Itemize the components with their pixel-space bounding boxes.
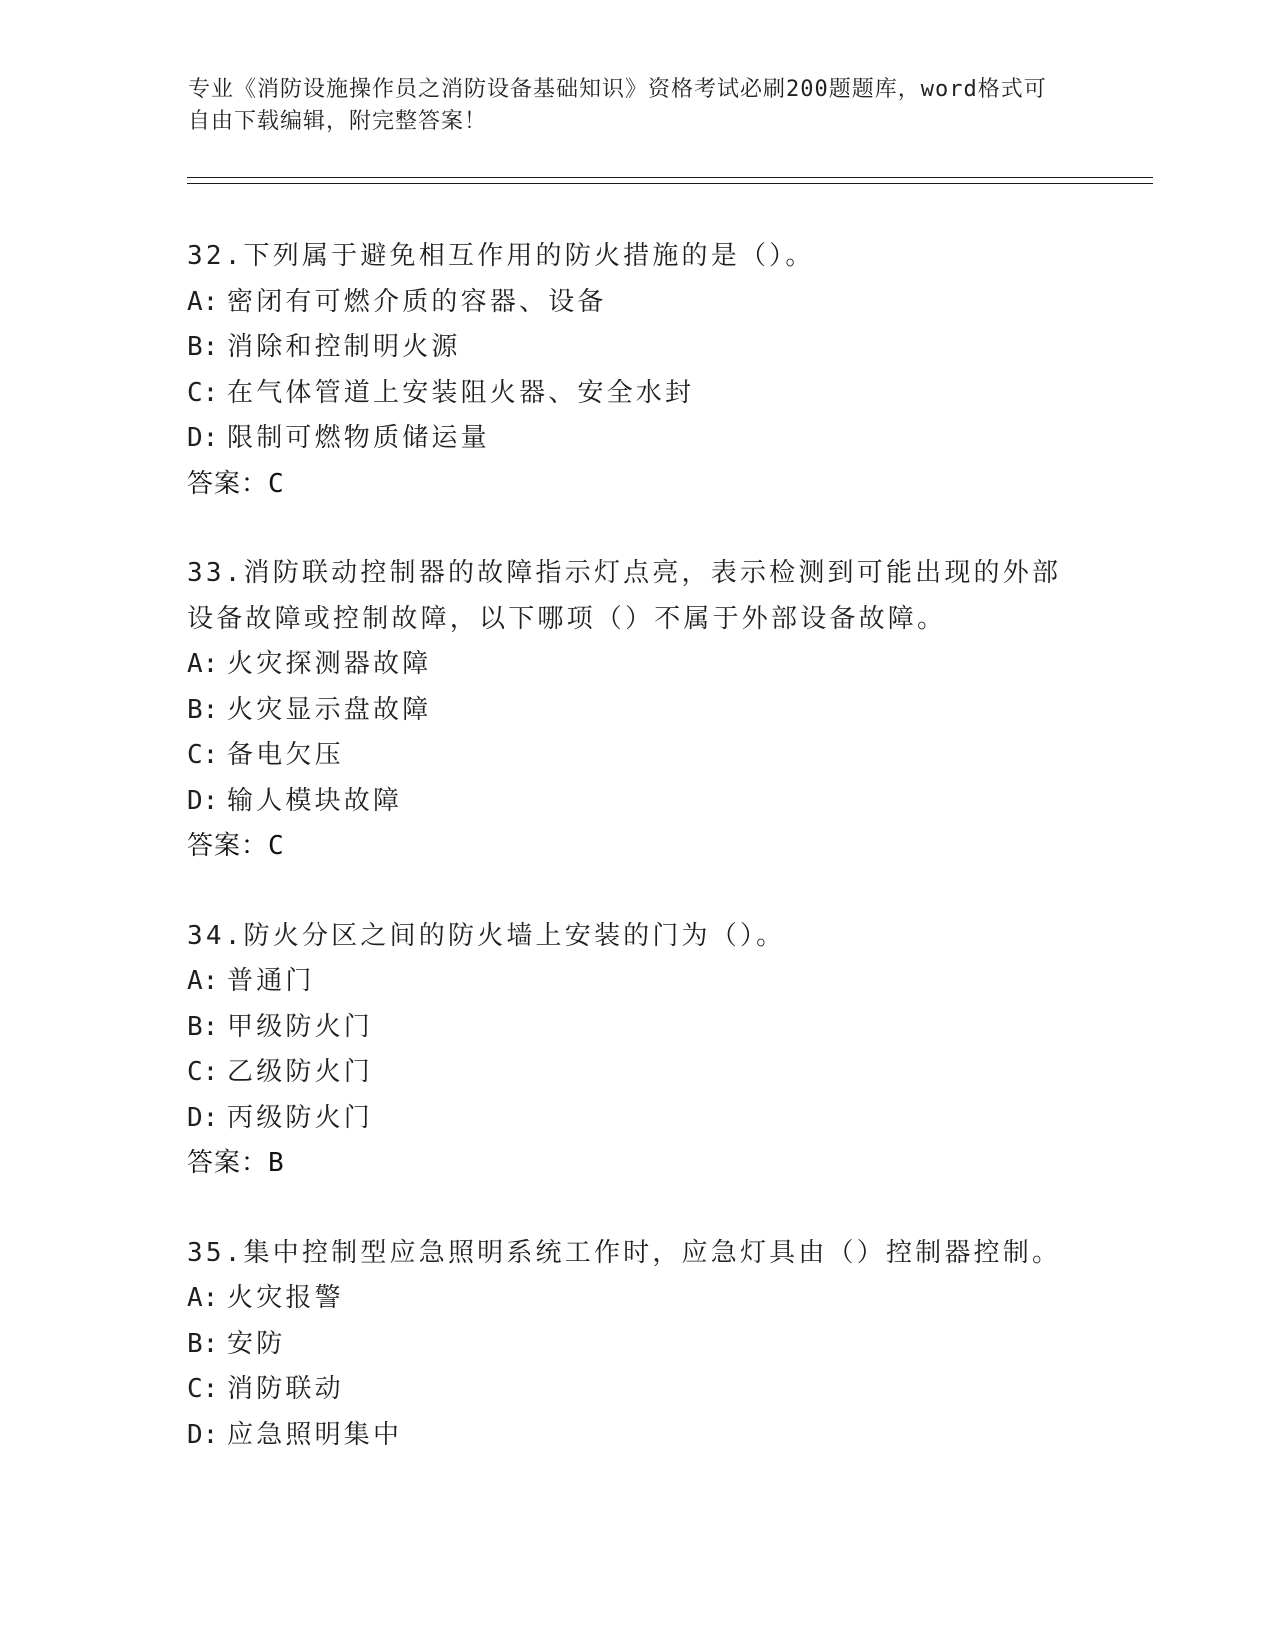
option-text: 密闭有可燃介质的容器、设备 (227, 286, 607, 317)
option-b (187, 1322, 1087, 1368)
option-text: 火灾显示盘故障 (227, 694, 432, 725)
option-text: 输人模块故障 (227, 785, 403, 816)
option-b (187, 688, 1087, 734)
option-letter: A: (187, 966, 219, 996)
answer-line (187, 1141, 1087, 1187)
question-32 (187, 234, 1087, 507)
question-list (187, 234, 1087, 1502)
header-divider-bottom (187, 183, 1153, 184)
option-text: 火灾探测器故障 (227, 649, 432, 679)
document-header: 专业《消防设施操作员之消防设备基础知识》资格考试必刷200题题库，word格式可自由下载编辑，附完整答案！ (188, 77, 1047, 134)
option-c (187, 733, 1087, 779)
question-stem: 34.防火分区之间的防火墙上安装的门为（）。 (187, 920, 786, 951)
option-letter: B: (187, 1328, 219, 1359)
option-c (187, 1050, 1087, 1096)
option-text: 甲级防火门 (227, 1011, 374, 1042)
option-letter: D: (187, 1102, 219, 1133)
option-text: 普通门 (227, 966, 315, 996)
option-a (187, 642, 1087, 688)
option-letter: D: (187, 1419, 219, 1450)
option-letter: A: (187, 1283, 219, 1313)
option-c (187, 371, 1087, 417)
option-d (187, 779, 1087, 825)
option-a (187, 280, 1087, 326)
option-letter: B: (187, 1011, 219, 1042)
option-b (187, 1005, 1087, 1051)
option-a (187, 959, 1087, 1005)
answer-line (187, 824, 1087, 870)
option-text: 安防 (227, 1328, 286, 1359)
answer-label: 答案： (187, 468, 269, 499)
option-letter: C: (187, 740, 219, 770)
option-letter: D: (187, 423, 219, 453)
question-stem: 33.消防联动控制器的故障指示灯点亮，表示检测到可能出现的外部设备故障或控制故障，以下哪项（）不属于外部设备故障。 (187, 558, 1062, 634)
question-stem: 32.下列属于避免相互作用的防火措施的是（）。 (187, 241, 815, 271)
header-divider-top (187, 177, 1153, 178)
question-35 (187, 1231, 1087, 1459)
question-34 (187, 914, 1087, 1187)
answer-line (187, 462, 1087, 508)
option-d (187, 416, 1087, 462)
option-letter: A: (187, 649, 219, 679)
option-letter: C: (187, 1374, 219, 1404)
option-d (187, 1096, 1087, 1142)
option-letter: C: (187, 1057, 219, 1087)
question-stem: 35.集中控制型应急照明系统工作时，应急灯具由（）控制器控制。 (187, 1237, 1062, 1268)
option-text: 丙级防火门 (227, 1102, 374, 1133)
option-a (187, 1276, 1087, 1322)
answer-label: 答案： (187, 831, 269, 861)
option-letter: B: (187, 694, 219, 725)
option-text: 限制可燃物质储运量 (227, 423, 490, 453)
answer-label: 答案： (187, 1148, 269, 1178)
answer-value: C (268, 831, 285, 861)
option-letter: D: (187, 785, 219, 816)
option-letter: C: (187, 377, 219, 408)
option-text: 消除和控制明火源 (227, 332, 461, 362)
option-text: 应急照明集中 (227, 1419, 403, 1450)
option-text: 备电欠压 (227, 740, 344, 770)
answer-value: C (268, 468, 285, 499)
question-33 (187, 551, 1087, 870)
option-text: 在气体管道上安装阻火器、安全水封 (227, 377, 695, 408)
option-text: 消防联动 (227, 1374, 344, 1404)
option-letter: B: (187, 332, 219, 362)
option-text: 火灾报警 (227, 1283, 344, 1313)
answer-value: B (268, 1148, 285, 1178)
option-text: 乙级防火门 (227, 1057, 374, 1087)
option-c (187, 1367, 1087, 1413)
option-b (187, 325, 1087, 371)
option-letter: A: (187, 286, 219, 317)
option-d (187, 1413, 1087, 1459)
